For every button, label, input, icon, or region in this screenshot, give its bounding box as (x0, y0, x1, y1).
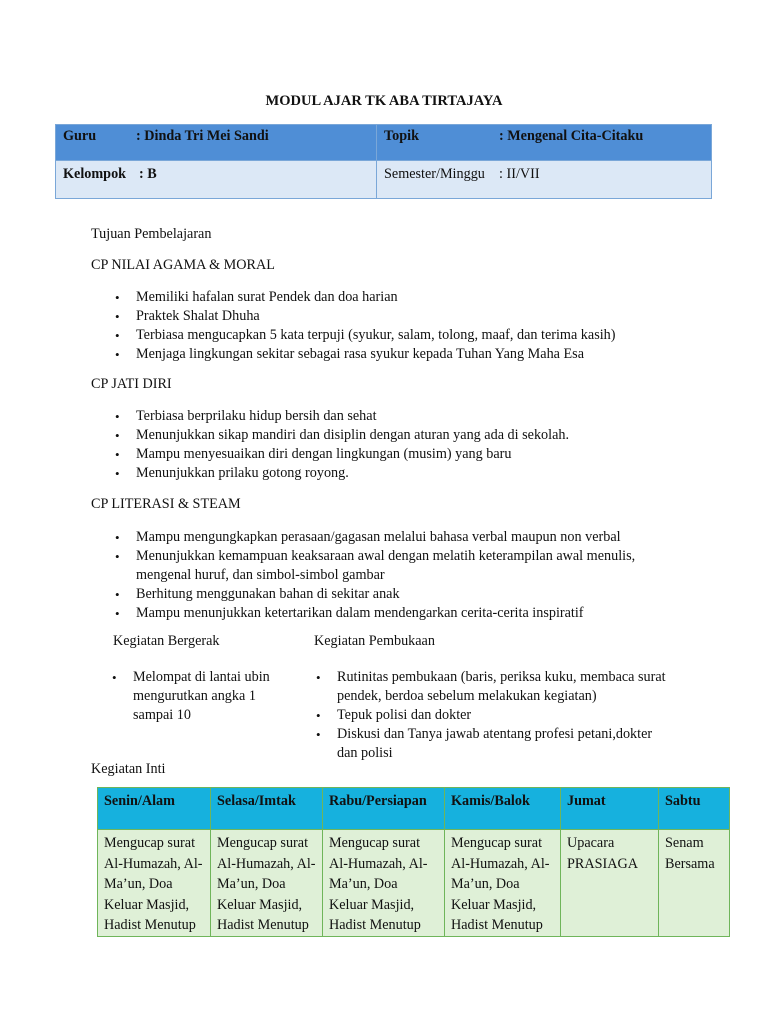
table-cell: Mengucap surat Al-Humazah, Al-Ma’un, Doa Keluar Masjid, Hadist Menutup (323, 830, 445, 937)
document-title: MODUL AJAR TK ABA TIRTAJAYA (265, 93, 503, 109)
cp-agama-heading: CP NILAI AGAMA & MORAL (91, 257, 275, 273)
list-item: • Mampu menyesuaikan diri dengan lingkungan (musim) yang baru (113, 445, 713, 464)
kelompok-value: : B (139, 166, 157, 182)
list-item: • Memiliki hafalan surat Pendek dan doa harian (113, 288, 713, 307)
column-header: Sabtu (659, 788, 730, 830)
table-header-row (98, 788, 730, 830)
kegiatan-bergerak-list (110, 668, 290, 725)
list-item: • Mampu mengungkapkan perasaan/gagasan melalui bahasa verbal maupun non verbal (113, 528, 673, 547)
table-cell: Mengucap surat Al-Humazah, Al-Ma’un, Doa Keluar Masjid, Hadist Menutup (211, 830, 323, 937)
kegiatan-pembukaan-heading: Kegiatan Pembukaan (314, 633, 435, 649)
column-header: Senin/Alam (98, 788, 211, 830)
kelompok-cell (56, 161, 377, 199)
list-item: • Menunjukkan kemampuan keaksaraan awal dengan melatih keterampilan awal menulis, mengenal huruf, dan simbol-simbol gambar (113, 547, 673, 585)
list-item: • Menunjukkan sikap mandiri dan disiplin dengan aturan yang ada di sekolah. (113, 426, 713, 445)
info-table (55, 124, 712, 199)
topik-value: : Mengenal Cita-Citaku (499, 128, 644, 144)
info-row-2 (56, 161, 712, 199)
list-item: • Diskusi dan Tanya jawab atentang profesi petani,dokter dan polisi (314, 725, 674, 763)
list-item: • Berhitung menggunakan bahan di sekitar anak (113, 585, 673, 604)
kegiatan-bergerak-heading: Kegiatan Bergerak (113, 633, 220, 649)
list-item: • Menjaga lingkungan sekitar sebagai rasa syukur kepada Tuhan Yang Maha Esa (113, 345, 713, 364)
column-header: Rabu/Persiapan (323, 788, 445, 830)
cp-agama-list (113, 288, 713, 364)
table-row (98, 830, 730, 937)
list-item: • Mampu menunjukkan ketertarikan dalam mendengarkan cerita-cerita inspiratif (113, 604, 673, 623)
column-header: Kamis/Balok (445, 788, 561, 830)
list-item: • Terbiasa mengucapkan 5 kata terpuji (syukur, salam, tolong, maaf, dan terima kasih) (113, 326, 713, 345)
kegiatan-pembukaan-list (314, 668, 674, 763)
topik-label: Topik (384, 128, 419, 144)
table-cell: Upacara PRASIAGA (561, 830, 659, 937)
list-item: • Praktek Shalat Dhuha (113, 307, 713, 326)
topik-cell (377, 125, 712, 161)
table-cell: Mengucap surat Al-Humazah, Al-Ma’un, Doa Keluar Masjid, Hadist Menutup (98, 830, 211, 937)
list-item: • Rutinitas pembukaan (baris, periksa kuku, membaca surat pendek, berdoa sebelum melakukan kegiatan) (314, 668, 674, 706)
semester-label: Semester/Minggu (384, 166, 485, 182)
tujuan-heading: Tujuan Pembelajaran (91, 226, 212, 242)
cp-literasi-list (113, 528, 673, 623)
info-row-1 (56, 125, 712, 161)
list-item: • Terbiasa berprilaku hidup bersih dan sehat (113, 407, 713, 426)
semester-value: : II/VII (499, 166, 540, 182)
list-item: • Menunjukkan prilaku gotong royong. (113, 464, 713, 483)
semester-cell (377, 161, 712, 199)
table-cell: Senam Bersama (659, 830, 730, 937)
cp-jati-diri-list (113, 407, 713, 483)
column-header: Selasa/Imtak (211, 788, 323, 830)
guru-label: Guru (63, 128, 97, 144)
kelompok-label: Kelompok (63, 166, 127, 182)
kegiatan-inti-table (97, 787, 730, 937)
column-header: Jumat (561, 788, 659, 830)
guru-cell (56, 125, 377, 161)
cp-jati-diri-heading: CP JATI DIRI (91, 376, 172, 392)
guru-value: : Dinda Tri Mei Sandi (136, 128, 269, 144)
kegiatan-inti-heading: Kegiatan Inti (91, 761, 166, 777)
list-item: • Tepuk polisi dan dokter (314, 706, 674, 725)
cp-literasi-heading: CP LITERASI & STEAM (91, 496, 241, 512)
list-item: • Melompat di lantai ubin mengurutkan angka 1 sampai 10 (110, 668, 290, 725)
table-cell: Mengucap surat Al-Humazah, Al-Ma’un, Doa Keluar Masjid, Hadist Menutup (445, 830, 561, 937)
